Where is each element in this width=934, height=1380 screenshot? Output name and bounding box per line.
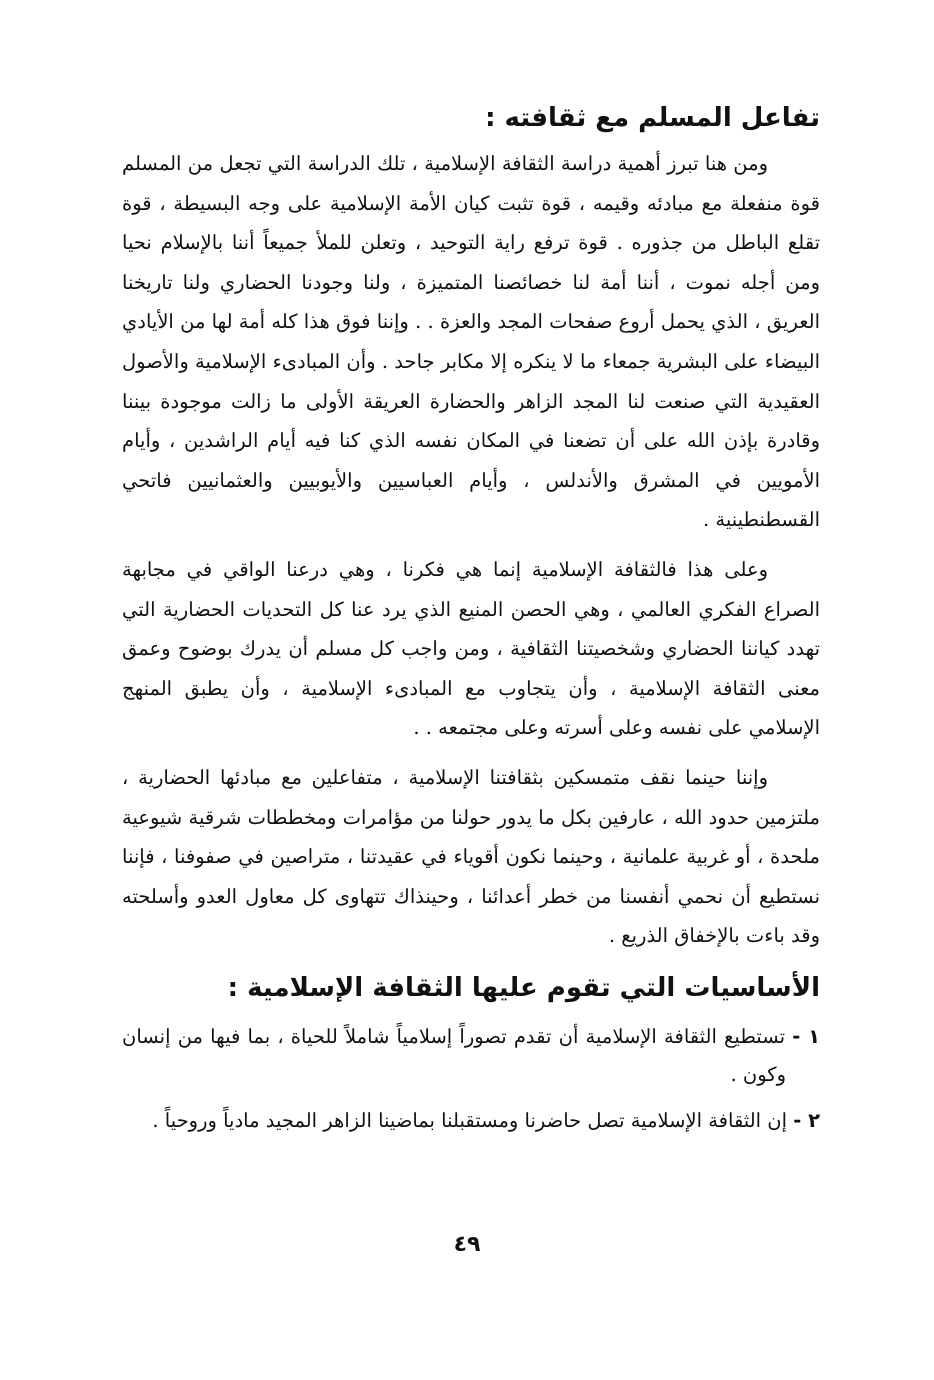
paragraph-culture-shield: وعلى هذا فالثقافة الإسلامية إنما هي فكرنا ، وهي درعنا الواقي في مجابهة الصراع الفكري العالمي ، وهي الحصن المنيع الذي يرد عنا كل التحديات الحضارية التي تهدد كياننا الحضاري وشخصيتنا الثقافية ، ومن واجب كل مسلم أن يدرك بوضوح وعمق معنى الثقافة الإسلامية ، وأن يتجاوب مع المبادىء الإسلامية ، وأن يطبق المنهج الإسلامي على نفسه وعلى أسرته وعلى مجتمعه . . [122, 557, 820, 740]
list-item-text: تستطيع الثقافة الإسلامية أن تقدم تصوراً إسلامياً شاملاً للحياة ، بما فيها من إنسان وكون . [122, 1024, 786, 1086]
section-heading-foundations: الأساسيات التي تقوم عليها الثقافة الإسلامية : [227, 972, 820, 1003]
paragraph-holding-culture: وإننا حينما نقف متمسكين بثقافتنا الإسلامية ، متفاعلين مع مبادئها الحضارية ، ملتزمين حدود الله ، عارفين بكل ما يدور حولنا من مؤامرات ومخططات شرقية شيوعية ملحدة ، أو غربية علمانية ، وحينما نكون أقوياء في عقيدتنا ، متراصين في صفوفنا ، فإننا نستطيع أن نحمي أنفسنا من خطر أعدائنا ، وحينذاك تتهاوى كل معاول العدو وأسلحته وقد باءت بالإخفاق الذريع . [122, 765, 820, 948]
list-item-number: ١ - [792, 1024, 820, 1048]
page-number: ٤٩ [453, 1232, 481, 1257]
list-item-number: ٢ - [793, 1108, 820, 1132]
list-item-text: إن الثقافة الإسلامية تصل حاضرنا ومستقبلنا بماضينا الزاهر المجيد مادياً وروحياً . [152, 1108, 787, 1132]
list-item [122, 1018, 820, 1094]
list-item [122, 1102, 820, 1140]
paragraph-importance: ومن هنا تبرز أهمية دراسة الثقافة الإسلامية ، تلك الدراسة التي تجعل من المسلم قوة منفعلة مع مبادئه وقيمه ، قوة تثبت كيان الأمة الإسلامية على وجه البسيطة ، قوة تقلع الباطل من جذوره . قوة ترفع راية التوحيد ، وتعلن للملأ جميعاً أننا بالإسلام نحيا ومن أجله نموت ، أننا أمة لنا خصائصنا المتميزة ، ولنا وجودنا الحضاري ولنا تاريخنا العريق ، الذي يحمل أروع صفحات المجد والعزة . . وإننا فوق هذا كله أمة لها من الأيادي البيضاء على البشرية جمعاء ما لا ينكره إلا مكابر جاحد . وأن المبادىء الإسلامية والأصول العقيدية التي صنعت لنا المجد الزاهر والحضارة العريقة الأولى ما زالت موجودة بيننا وقادرة بإذن الله على أن تضعنا في المكان نفسه الذي كنا فيه أيام الراشدين ، وأيام الأمويين في المشرق والأندلس ، وأيام العباسيين والأيوبيين والعثمانيين فاتحي القسطنطينية . [122, 152, 820, 532]
foundations-list [122, 1018, 820, 1140]
section-heading-muslim-interaction: تفاعل المسلم مع ثقافته : [485, 103, 820, 133]
